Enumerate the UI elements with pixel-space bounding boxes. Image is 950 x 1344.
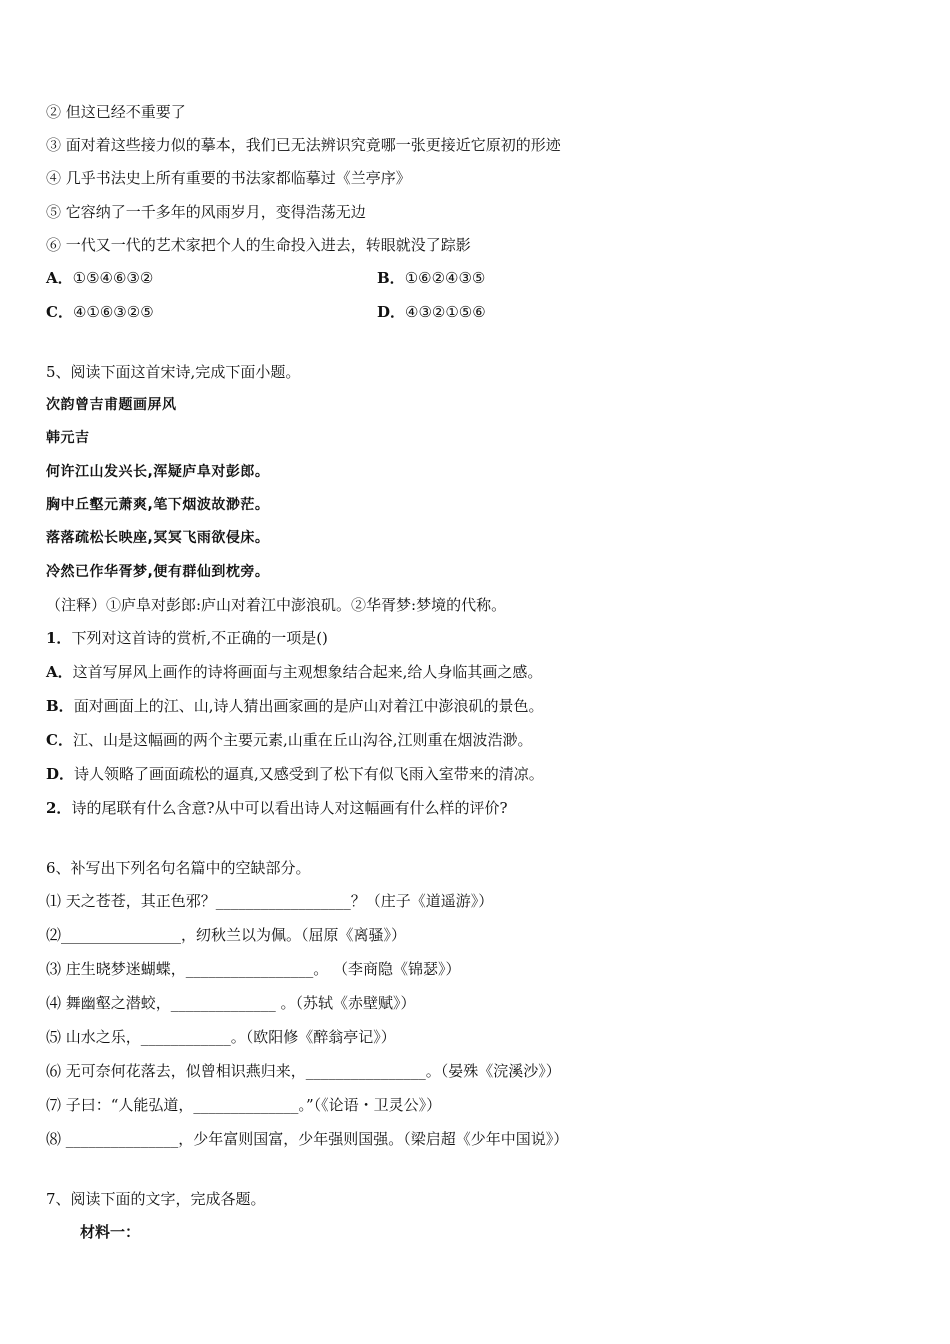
q6-item-7: ⑺ 子曰：“人能弘道，______________。”（《论语・卫灵公》） — [46, 1096, 442, 1114]
option-label: D． — [46, 765, 75, 783]
q6-item-6: ⑹ 无可奈何花落去，似曾相识燕归来，________________。（晏殊《浣溪沙》） — [46, 1062, 561, 1080]
option-text: ①⑤④⑥③② — [72, 269, 154, 287]
q5-sub1-option-b — [46, 696, 543, 716]
option-label: A． — [46, 663, 73, 681]
q7-material-label: 材料一： — [80, 1223, 141, 1241]
q6-heading: 6、补写出下列名句名篇中的空缺部分。 — [46, 859, 311, 877]
sub-question-label: 1． — [46, 629, 72, 647]
poem-note: （注释）①庐阜对彭郎:庐山对着江中澎浪矶。②华胥梦:梦境的代称。 — [46, 596, 507, 614]
q6-item-8: ⑻ _______________，少年富则国富，少年强则国强。（梁启超《少年中国说》） — [46, 1130, 569, 1148]
option-text: 江、山是这幅画的两个主要元素,山重在丘山沟谷,江则重在烟波浩渺。 — [72, 731, 533, 749]
sub-question-text: 下列对这首诗的赏析,不正确的一项是() — [71, 629, 328, 647]
q4-option-b — [377, 268, 485, 288]
poem-line-3: 落落疏松长映座,冥冥飞雨欲侵床。 — [46, 530, 270, 546]
q5-sub1-option-d — [46, 764, 544, 784]
poem-title: 次韵曾吉甫题画屏风 — [46, 397, 177, 413]
option-text: 这首写屏风上画作的诗将画面与主观想象结合起来,给人身临其画之感。 — [72, 663, 543, 681]
poem-author: 韩元吉 — [46, 430, 90, 446]
sub-question-text: 诗的尾联有什么含意?从中可以看出诗人对这幅画有什么样的评价? — [71, 799, 508, 817]
q5-sub1-option-c — [46, 730, 533, 750]
q4-item-2: ② 但这已经不重要了 — [46, 103, 186, 121]
sub-question-label: 2． — [46, 799, 72, 817]
option-label: A． — [46, 269, 73, 287]
q5-heading: 5、阅读下面这首宋诗,完成下面小题。 — [46, 363, 301, 381]
q7-heading: 7、阅读下面的文字，完成各题。 — [46, 1190, 266, 1208]
q4-option-d — [377, 302, 486, 322]
option-text: ④③②①⑤⑥ — [405, 303, 486, 321]
q6-item-4: ⑷ 舞幽壑之潜蛟，______________ 。（苏轼《赤壁赋》） — [46, 994, 416, 1012]
option-label: B． — [46, 697, 74, 715]
option-label: D． — [377, 303, 406, 321]
q4-item-3: ③ 面对着这些接力似的摹本，我们已无法辨识究竟哪一张更接近它原初的形迹 — [46, 136, 561, 154]
q4-item-6: ⑥ 一代又一代的艺术家把个人的生命投入进去，转眼就没了踪影 — [46, 236, 471, 254]
option-label: C． — [46, 731, 73, 749]
poem-line-1: 何许江山发兴长,浑疑庐阜对彭郎。 — [46, 464, 270, 480]
q6-item-2: ⑵________________，纫秋兰以为佩。（屈原《离骚》） — [46, 926, 407, 944]
q4-option-c — [46, 302, 154, 322]
q5-sub2 — [46, 798, 508, 818]
option-text: ①⑥②④③⑤ — [404, 269, 486, 287]
option-text: 面对画面上的江、山,诗人猜出画家画的是庐山对着江中澎浪矶的景色。 — [73, 697, 544, 715]
option-text: 诗人领略了画面疏松的逼真,又感受到了松下有似飞雨入室带来的清凉。 — [74, 765, 544, 783]
q5-sub1 — [46, 628, 328, 648]
q4-option-a — [46, 268, 153, 288]
q6-item-1: ⑴ 天之苍苍，其正色邪？__________________？（庄子《道遥游》） — [46, 892, 494, 910]
poem-line-2: 胸中丘壑元萧爽,笔下烟波故渺茫。 — [46, 497, 270, 513]
q6-item-3: ⑶ 庄生晓梦迷蝴蝶，_________________。 （李商隐《锦瑟》） — [46, 960, 461, 978]
q4-item-4: ④ 几乎书法史上所有重要的书法家都临摹过《兰亭序》 — [46, 169, 411, 187]
option-label: C． — [46, 303, 73, 321]
q5-sub1-option-a — [46, 662, 542, 682]
option-text: ④①⑥③②⑤ — [72, 303, 154, 321]
q4-item-5: ⑤ 它容纳了一千多年的风雨岁月，变得浩荡无边 — [46, 203, 366, 221]
option-label: B． — [377, 269, 405, 287]
q6-item-5: ⑸ 山水之乐，____________。（欧阳修《醉翁亭记》） — [46, 1028, 396, 1046]
poem-line-4: 冷然已作华胥梦,便有群仙到枕旁。 — [46, 564, 270, 580]
